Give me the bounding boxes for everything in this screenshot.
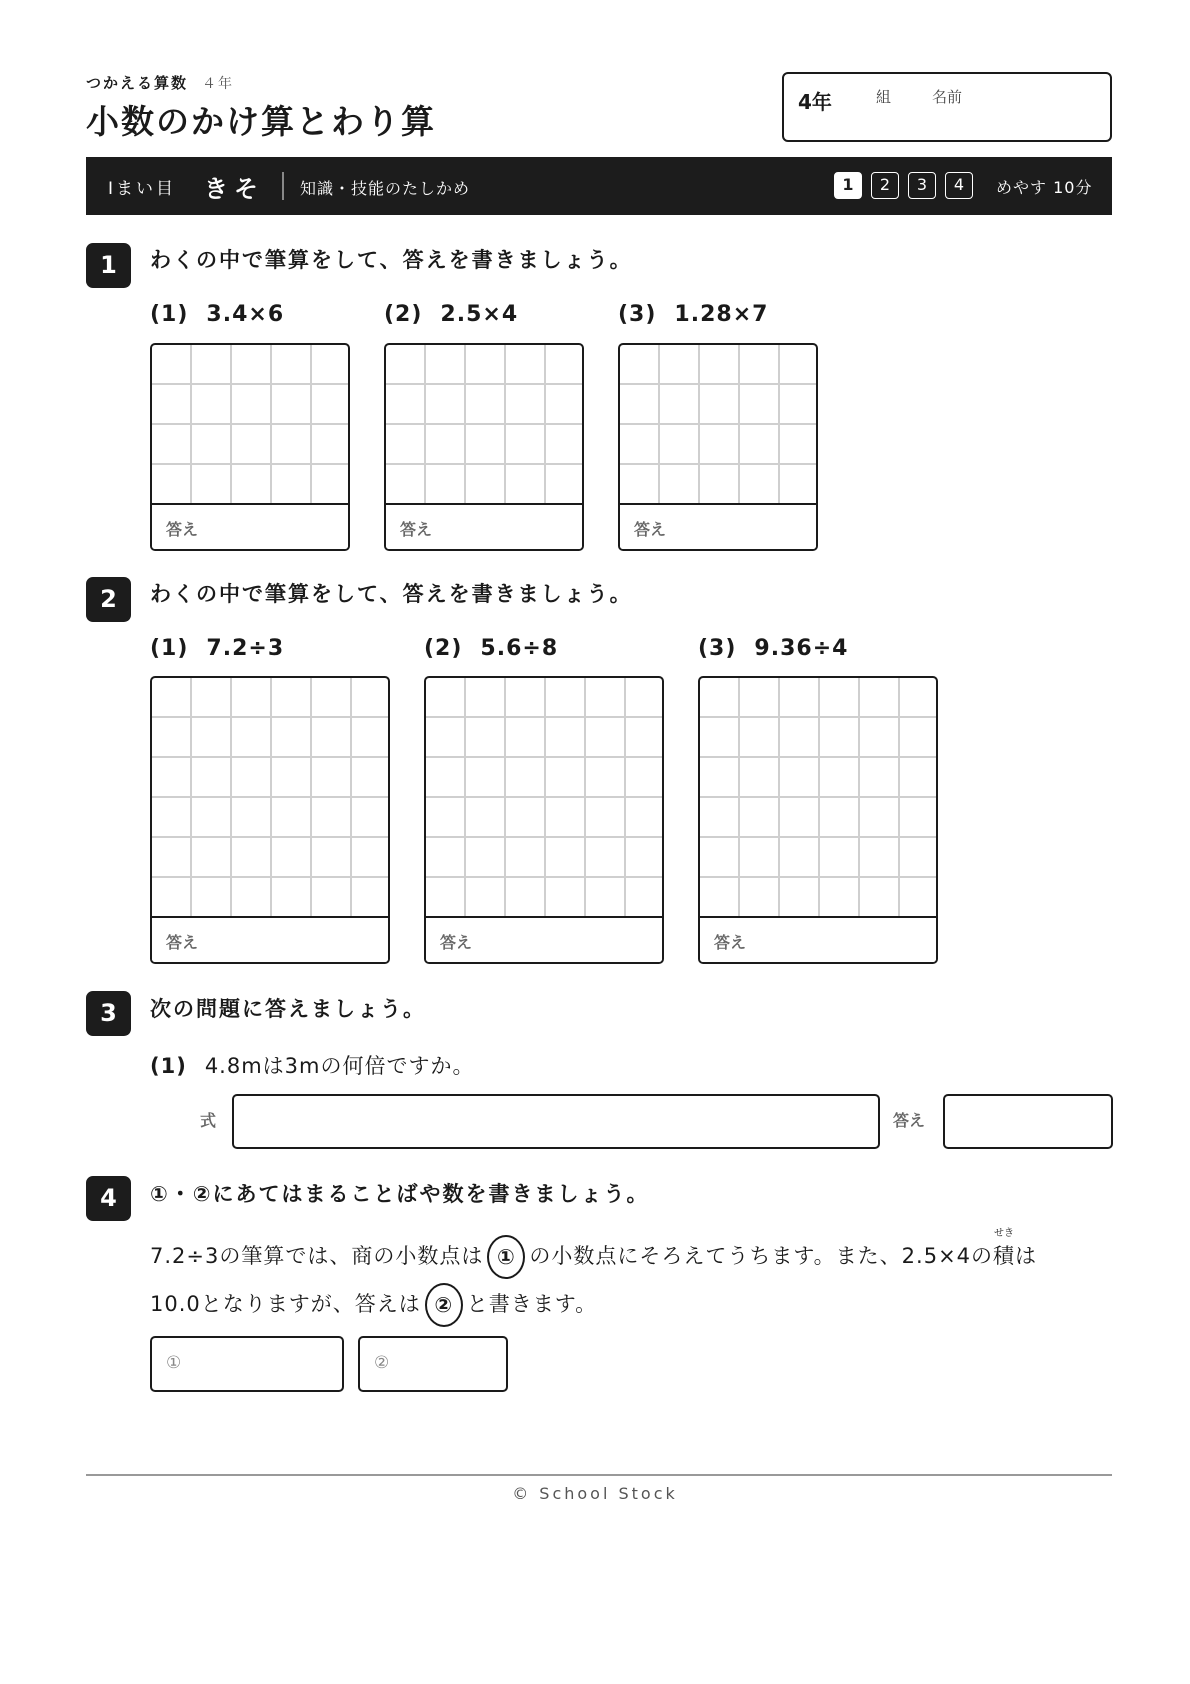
- q4-paragraph: [150, 1228, 1110, 1328]
- q4-text-4: 10.0となりますが、答えは: [150, 1292, 421, 1316]
- q2-work-box-2[interactable]: [424, 676, 664, 964]
- q2-problem-1-label: (1) 7.2÷3: [150, 636, 285, 661]
- question-3-instruction: 次の問題に答えましょう。: [150, 997, 426, 1021]
- answer-label: 答え: [166, 933, 199, 952]
- question-2-number: 2: [86, 577, 131, 622]
- question-2-instruction: わくの中で筆算をして、答えを書きましょう。: [150, 582, 633, 606]
- series-title: つかえる算数 ４年: [86, 74, 235, 92]
- calc-grid[interactable]: [700, 678, 936, 918]
- q4-box-1-label: ①: [166, 1353, 182, 1373]
- q3-problem-text: (1) 4.8mは3mの何倍ですか。: [150, 1054, 475, 1078]
- answer-label: 答え: [440, 933, 473, 952]
- ruby-reading: せき: [994, 1228, 1015, 1239]
- q1-problem-1-label: (1) 3.4×6: [150, 302, 285, 327]
- question-1-number: 1: [86, 243, 131, 288]
- ruby-base: 積: [993, 1244, 1016, 1268]
- formula-label: 式: [200, 1111, 217, 1130]
- q4-text-2: の小数点にそろえてうちます。また、2.5×4の: [529, 1244, 994, 1268]
- q2-work-box-1[interactable]: [150, 676, 390, 964]
- q1-problem-2-label: (2) 2.5×4: [384, 302, 519, 327]
- q3-answer-label: 答え: [893, 1111, 926, 1130]
- page-1-badge: 1: [834, 172, 862, 199]
- sheet-info-bar: [86, 157, 1112, 215]
- q1-work-box-3[interactable]: [618, 343, 818, 551]
- time-estimate: めやす 10分: [996, 178, 1093, 197]
- q1-work-box-2[interactable]: [384, 343, 584, 551]
- q4-text-1: 7.2÷3の筆算では、商の小数点は: [150, 1244, 484, 1268]
- answer-field[interactable]: [386, 503, 582, 549]
- calc-grid[interactable]: [620, 345, 816, 505]
- page-4-badge: 4: [945, 172, 973, 199]
- ruby-seki: [993, 1228, 1016, 1280]
- q4-box-2-label: ②: [374, 1353, 390, 1373]
- calc-grid[interactable]: [426, 678, 662, 918]
- page-title: 小数のかけ算とわり算: [86, 102, 436, 141]
- name-box[interactable]: [782, 72, 1112, 142]
- answer-label: 答え: [634, 520, 667, 539]
- footer-divider: [86, 1474, 1112, 1476]
- calc-grid[interactable]: [152, 345, 348, 505]
- sheet-description: 知識・技能のたしかめ: [300, 179, 471, 198]
- level-label: きそ: [204, 175, 264, 203]
- answer-label: 答え: [166, 520, 199, 539]
- page-2-badge: 2: [871, 172, 899, 199]
- answer-label: 答え: [714, 933, 747, 952]
- blank-1-marker: ①: [487, 1235, 525, 1279]
- q4-text-5: と書きます。: [466, 1292, 598, 1316]
- q1-work-box-1[interactable]: [150, 343, 350, 551]
- q2-problem-3-label: (3) 9.36÷4: [698, 636, 849, 661]
- answer-field[interactable]: [152, 503, 348, 549]
- blank-2-marker: ②: [425, 1283, 463, 1327]
- namebox-name-label: 名前: [932, 88, 963, 106]
- footer-copyright: © School Stock: [512, 1484, 678, 1503]
- question-1-instruction: わくの中で筆算をして、答えを書きましょう。: [150, 248, 633, 272]
- sheet-number: Iまい目: [108, 179, 177, 199]
- page-indicator: [834, 172, 973, 199]
- question-4-instruction: ①・②にあてはまることばや数を書きましょう。: [150, 1182, 650, 1206]
- series-grade: ４年: [202, 76, 235, 92]
- q4-text-3: は: [1015, 1244, 1038, 1268]
- answer-field[interactable]: [700, 916, 936, 962]
- q2-work-box-3[interactable]: [698, 676, 938, 964]
- question-4-number: 4: [86, 1176, 131, 1221]
- q1-problem-3-label: (3) 1.28×7: [618, 302, 769, 327]
- page-3-badge: 3: [908, 172, 936, 199]
- answer-field[interactable]: [152, 916, 388, 962]
- formula-field[interactable]: [232, 1094, 880, 1149]
- answer-field[interactable]: [426, 916, 662, 962]
- q3-answer-field[interactable]: [943, 1094, 1113, 1149]
- q4-answer-field-1[interactable]: [150, 1336, 344, 1392]
- calc-grid[interactable]: [386, 345, 582, 505]
- bar-divider: [282, 172, 284, 200]
- q2-problem-2-label: (2) 5.6÷8: [424, 636, 559, 661]
- calc-grid[interactable]: [152, 678, 388, 918]
- q4-answer-field-2[interactable]: [358, 1336, 508, 1392]
- answer-field[interactable]: [620, 503, 816, 549]
- question-3-number: 3: [86, 991, 131, 1036]
- namebox-grade: 4年: [798, 90, 832, 114]
- namebox-class-label: 組: [876, 88, 892, 106]
- answer-label: 答え: [400, 520, 433, 539]
